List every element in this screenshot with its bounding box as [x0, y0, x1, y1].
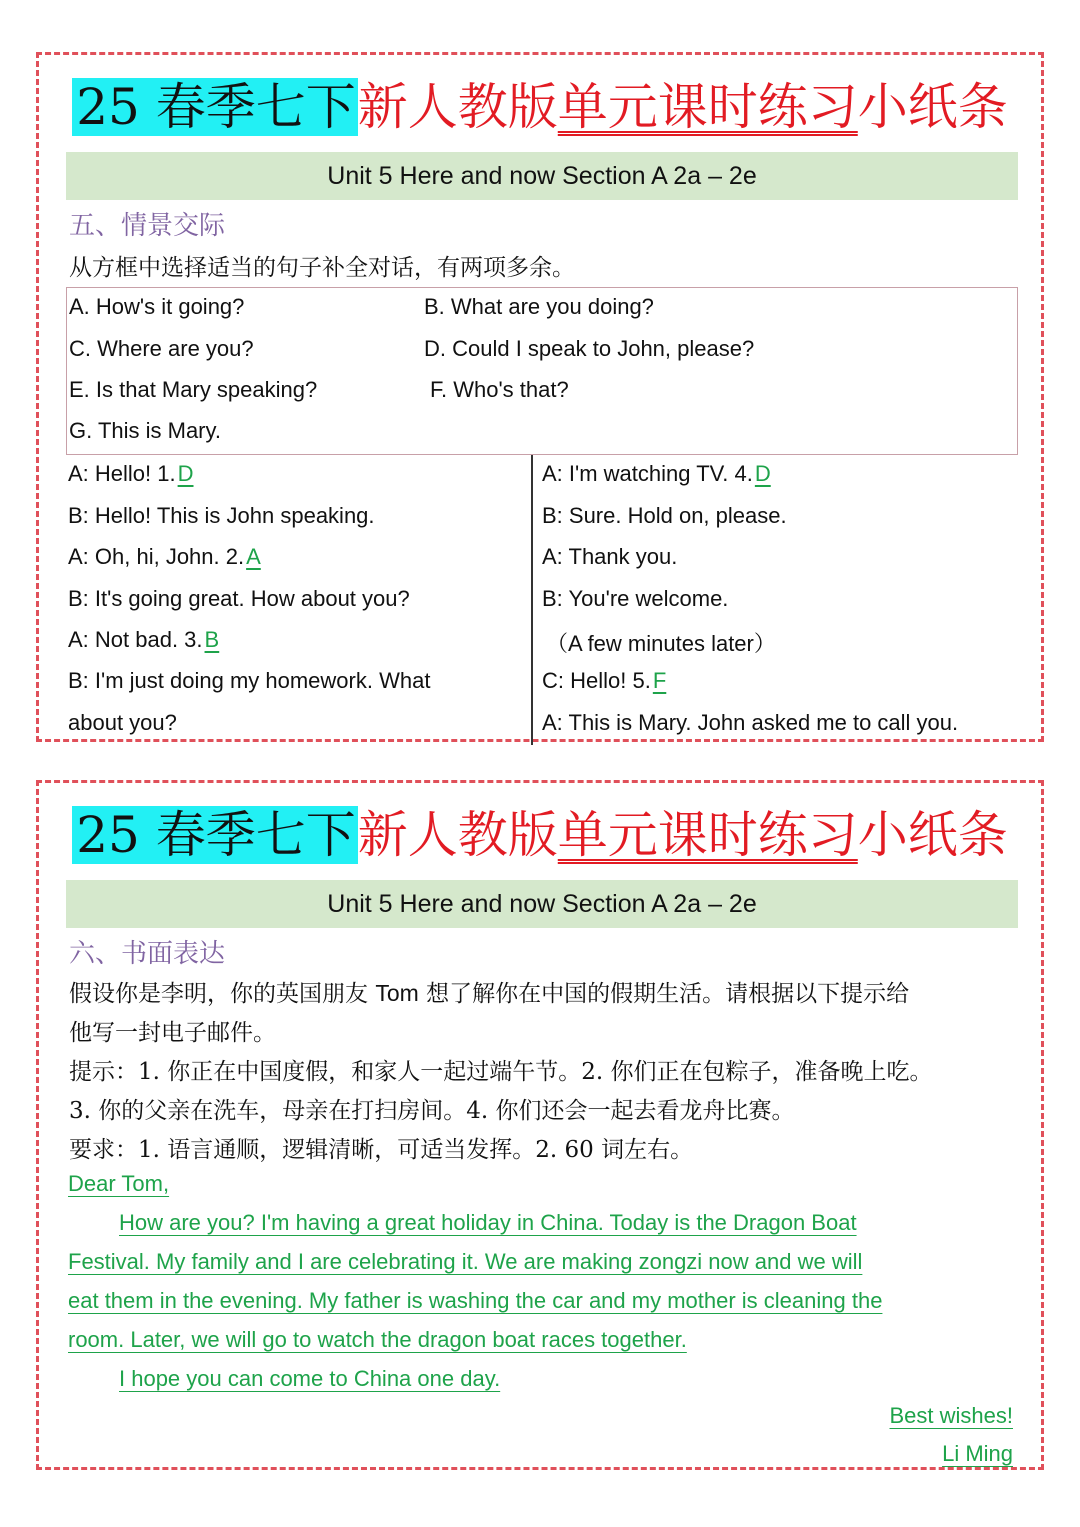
unit-bar: Unit 5 Here and now Section A 2a – 2e: [66, 152, 1018, 200]
title-red-c: 小纸条: [857, 806, 1008, 864]
title-red-b: 单元课时练习: [557, 806, 858, 864]
prompt-line-2: 他写一封电子邮件。: [69, 1020, 276, 1046]
instruction-text: 从方框中选择适当的句子补全对话，有两项多余。: [69, 255, 575, 281]
dialogue-left-line: A: Not bad. 3.B: [68, 627, 220, 652]
dialogue-right-line: A: I'm watching TV. 4.D: [542, 461, 771, 486]
title-red-a: 新人教版: [357, 806, 558, 864]
option-g: G. This is Mary.: [69, 418, 221, 443]
dialogue-right-line: C: Hello! 5.F: [542, 668, 667, 693]
dialogue-right-line: A: This is Mary. John asked me to call you.: [542, 710, 959, 735]
letter-line: room. Later, we will go to watch the dragon boat races together.: [68, 1327, 687, 1352]
letter-line: eat them in the evening. My father is washing the car and my mother is cleaning the: [68, 1288, 883, 1313]
title-red-a: 新人教版: [357, 78, 558, 136]
title-highlight: 25 春季七下: [72, 78, 358, 136]
option-d: D. Could I speak to John, please?: [424, 336, 755, 361]
section-title: 五、情景交际: [69, 211, 226, 241]
hint-line-1: 提示：1. 你正在中国度假，和家人一起过端午节。2. 你们正在包粽子，准备晚上吃。: [69, 1059, 933, 1085]
dialogue-right-line: （A few minutes later）: [546, 631, 776, 656]
dialogue-left-line: B: I'm just doing my homework. What: [68, 668, 431, 693]
dialogue-left-line: A: Oh, hi, John. 2.A: [68, 544, 261, 569]
dialogue-left-line: B: Hello! This is John speaking.: [68, 503, 375, 528]
hint-line-2: 3. 你的父亲在洗车，母亲在打扫房间。4. 你们还会一起去看龙舟比赛。: [69, 1098, 795, 1124]
dialogue-left-line: A: Hello! 1.D: [68, 461, 194, 486]
dialogue-left-line: B: It's going great. How about you?: [68, 586, 410, 611]
dialogue-right-line: A: Thank you.: [542, 544, 678, 569]
option-b: B. What are you doing?: [424, 294, 654, 319]
option-f: F. Who's that?: [430, 377, 569, 402]
option-c: C. Where are you?: [69, 336, 254, 361]
title-highlight: 25 春季七下: [72, 806, 358, 864]
requirement-line: 要求：1. 语言通顺，逻辑清晰，可适当发挥。2. 60 词左右。: [69, 1137, 694, 1163]
prompt-line-1: 假设你是李明，你的英国朋友 Tom 想了解你在中国的假期生活。请根据以下提示给: [69, 980, 910, 1007]
answer-3: B: [204, 627, 220, 652]
answer-5: F: [652, 668, 667, 693]
worksheet-card-situational: [36, 52, 1044, 742]
letter-signature: Li Ming: [942, 1441, 1013, 1466]
dialogue-right-line: B: Sure. Hold on, please.: [542, 503, 787, 528]
banner-title: [39, 795, 1041, 875]
title-red-c: 小纸条: [857, 78, 1008, 136]
column-divider: [531, 455, 533, 745]
banner-title: [39, 67, 1041, 147]
letter-line: Festival. My family and I are celebrating it. We are making zongzi now and we will: [68, 1249, 863, 1274]
options-box: [66, 287, 1018, 455]
option-e: E. Is that Mary speaking?: [69, 377, 318, 402]
letter-line: I hope you can come to China one day.: [119, 1366, 501, 1391]
dialogue-right-line: B: You're welcome.: [542, 586, 729, 611]
answer-2: A: [246, 544, 261, 569]
letter-greeting: Dear Tom,: [68, 1171, 170, 1196]
unit-bar: Unit 5 Here and now Section A 2a – 2e: [66, 880, 1018, 928]
worksheet-card-writing: [36, 780, 1044, 1470]
letter-line: How are you? I'm having a great holiday in China. Today is the Dragon Boat: [119, 1210, 857, 1235]
option-a: A. How's it going?: [69, 294, 245, 319]
answer-4: D: [754, 461, 771, 486]
dialogue-left-line: about you?: [68, 710, 177, 735]
section-title: 六、书面表达: [69, 939, 226, 969]
letter-closing: Best wishes!: [889, 1403, 1013, 1428]
answer-1: D: [177, 461, 194, 486]
title-red-b: 单元课时练习: [557, 78, 858, 136]
